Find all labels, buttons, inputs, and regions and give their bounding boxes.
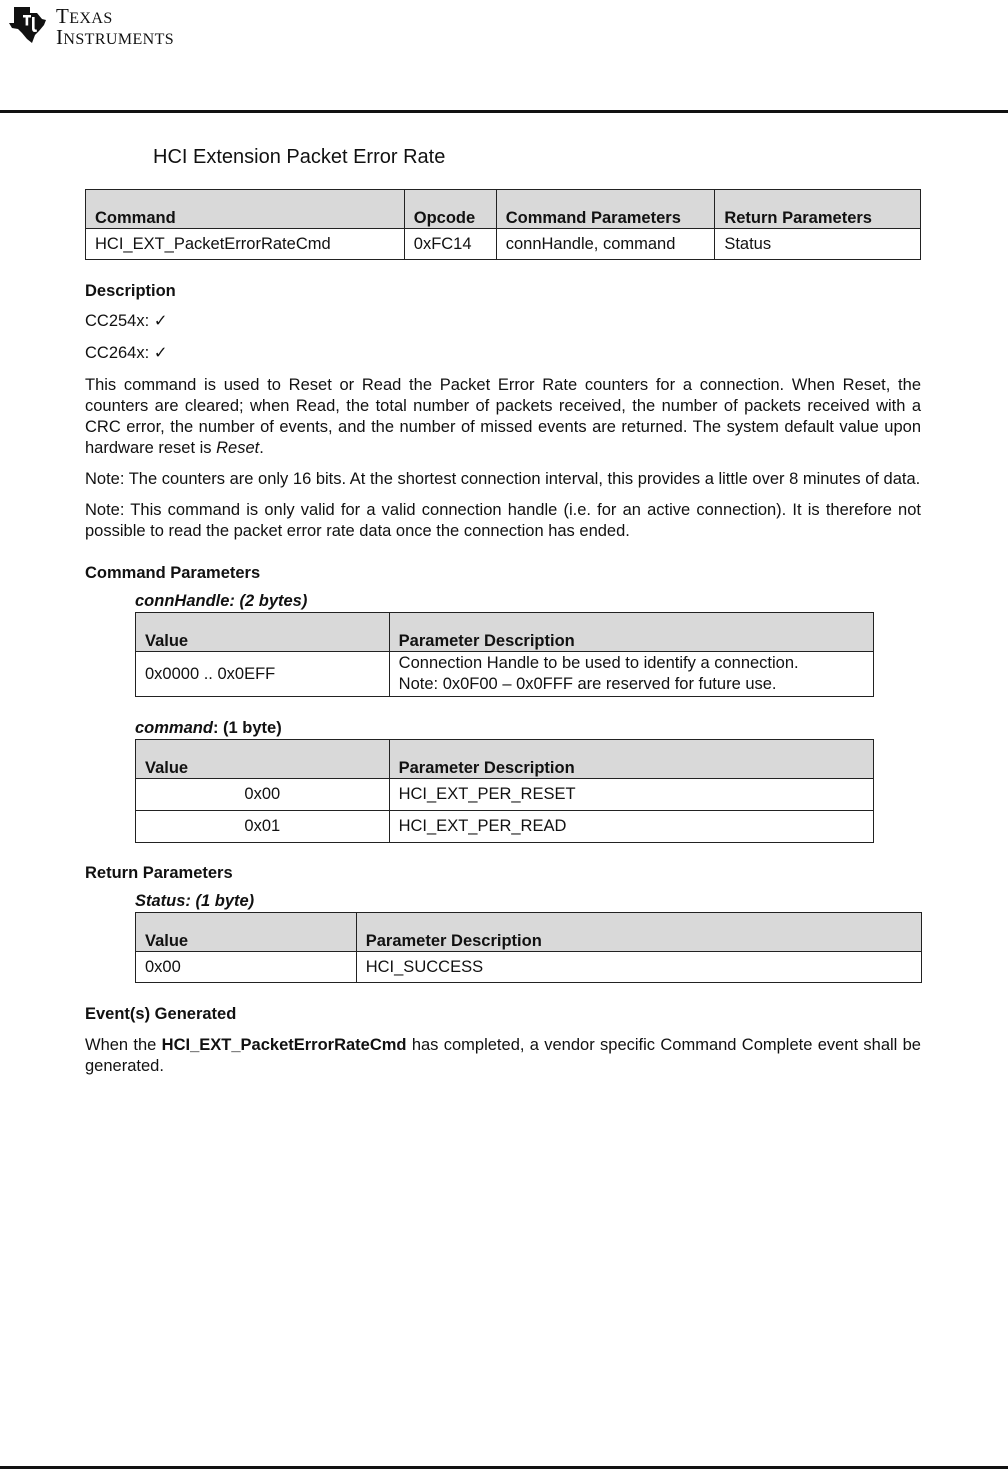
header-value: Value [136,613,390,652]
description-emphasis: Reset [216,439,260,457]
table-row [136,652,874,697]
cell-parameter-description: HCI_SUCCESS [356,952,921,983]
command-table [135,739,874,843]
cell-parameter-description [389,652,873,697]
header-parameter-description: Parameter Description [356,913,921,952]
description-heading: Description [85,282,176,300]
table-header-row [86,190,921,229]
header-command: Command [86,190,405,229]
cell-parameter-description: HCI_EXT_PER_RESET [389,779,873,811]
header-rule [0,110,1008,113]
page-content [85,146,921,1077]
return-parameters-heading: Return Parameters [85,864,233,882]
command-label-size: : (1 byte) [212,719,282,737]
texas-state-logo-icon [6,3,50,47]
status-block [135,892,921,983]
note-counters: Note: The counters are only 16 bits. At the shortest connection interval, this provides a little over 8 minutes of data. [85,470,921,488]
table-row [136,811,874,843]
status-label: Status: (1 byte) [135,892,255,910]
events-heading: Event(s) Generated [85,1005,237,1023]
command-summary-table [85,189,921,260]
header-parameter-description: Parameter Description [389,740,873,779]
events-text-post: has completed, a vendor specific Command Complete event shall be generated. [85,1036,921,1075]
desc-line-2: Note: 0x0F00 – 0x0FFF are reserved for future use. [398,675,777,693]
header-parameter-description: Parameter Description [389,613,873,652]
cell-command: HCI_EXT_PacketErrorRateCmd [86,229,405,260]
table-row [136,779,874,811]
command-label [135,719,921,738]
conn-handle-table [135,612,874,697]
table-header-row [136,740,874,779]
cell-value: 0x0000 .. 0x0EFF [136,652,390,697]
header-command-parameters: Command Parameters [496,190,715,229]
cell-return-parameters: Status [715,229,921,260]
events-command-name: HCI_EXT_PacketErrorRateCmd [161,1036,407,1054]
command-label-name: command [135,719,213,737]
header-value: Value [136,740,390,779]
cell-opcode: 0xFC14 [404,229,496,260]
cell-value: 0x01 [136,811,390,843]
header-value: Value [136,913,357,952]
description-paragraph [85,375,921,459]
table-header-row [136,613,874,652]
footer-rule [0,1466,1008,1469]
support-cc264x: CC264x: ✓ [85,344,168,362]
section-title: HCI Extension Packet Error Rate [153,146,446,168]
note-connection-handle: Note: This command is only valid for a valid connection handle (i.e. for an active connection). It is therefore not possible to read the packet error rate data once the connection has ended. [85,501,921,540]
logo-line1-rest: EXAS [69,10,113,27]
cell-parameter-description: HCI_EXT_PER_READ [389,811,873,843]
support-cc254x: CC254x: ✓ [85,312,168,330]
cell-value: 0x00 [136,779,390,811]
description-text: This command is used to Reset or Read the Packet Error Rate counters for a connection. When Reset, the counters are cleared; when Read, the total number of packets received, the number of packets received with a CRC error, the number of events, and the number of missed events are returned. The system default value upon hardware reset is [85,376,921,457]
events-paragraph [85,1035,921,1077]
header-opcode: Opcode [404,190,496,229]
logo-wordmark: TEXAS INSTRUMENTS [56,4,175,49]
logo-line2-rest: NSTRUMENTS [63,31,175,48]
conn-handle-block [135,592,921,843]
table-row [136,952,922,983]
conn-handle-label: connHandle: (2 bytes) [135,592,308,610]
table-header-row [136,913,922,952]
status-table [135,912,922,983]
cell-command-parameters: connHandle, command [496,229,715,260]
table-row [86,229,921,260]
description-end: . [259,439,264,457]
header-return-parameters: Return Parameters [715,190,921,229]
cell-value: 0x00 [136,952,357,983]
command-parameters-heading: Command Parameters [85,564,261,582]
events-text-pre: When the [85,1036,162,1054]
desc-line-1: Connection Handle to be used to identify a connection. [398,654,799,672]
